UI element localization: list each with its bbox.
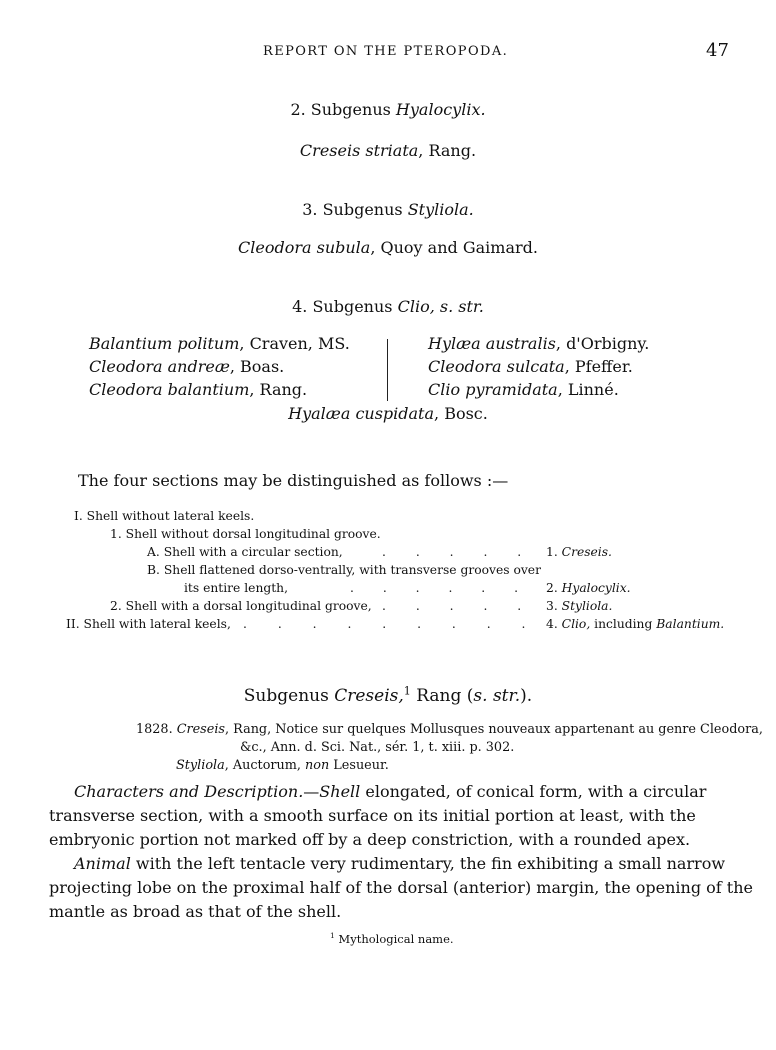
creseis-heading <box>0 686 776 706</box>
page-number: 47 <box>706 40 729 61</box>
subgenus-2-number: 2. Subgenus <box>290 100 396 119</box>
species-author: , Linné. <box>557 380 619 399</box>
species-author: , d'Orbigny. <box>555 334 650 353</box>
key-line-4: B. Shell flattened dorso-ventrally, with transverse grooves over <box>147 563 541 577</box>
subgenus-2-heading <box>0 100 776 119</box>
species-author: , Bosc. <box>434 404 488 423</box>
key-line-6-dots: . . . . . <box>382 599 522 613</box>
footnote-mark: 1 <box>330 931 335 941</box>
reference-1-cont: &c., Ann. d. Sci. Nat., sér. 1, t. xiii. p. 302. <box>240 740 515 755</box>
species-name: Cleodora sulcata <box>428 357 565 376</box>
subgenus-4-name: Clio, s. str. <box>397 297 484 316</box>
heading-prefix: Subgenus <box>243 686 335 706</box>
species-author: , Rang. <box>418 141 477 160</box>
key-line-6: 2. Shell with a dorsal longitudinal groove, <box>110 599 372 613</box>
species-name: Cleodora subula <box>238 238 371 257</box>
species-author: , Pfeffer. <box>564 357 633 376</box>
animal-line-1 <box>74 854 725 873</box>
species-author: , Craven, MS. <box>239 334 350 353</box>
subgenus-3-name: Styliola. <box>407 200 474 219</box>
characters-label: Characters and Description. <box>74 782 304 801</box>
species-author: , Rang. <box>249 380 308 399</box>
animal-label: Animal <box>74 854 131 873</box>
species-left-1 <box>89 334 350 353</box>
species-right-2 <box>428 357 633 376</box>
key-line-7-dots: . . . . . . . . . <box>243 617 526 631</box>
key-line-5-dots: . . . . . . <box>350 581 518 595</box>
subgenus-2-name: Hyalocylix. <box>395 100 486 119</box>
species-name: Hylæa australis <box>428 334 556 353</box>
species-right-3 <box>428 380 619 399</box>
species-left-3 <box>89 380 307 399</box>
reference-1 <box>136 722 763 737</box>
subgenus-3-number: 3. Subgenus <box>302 200 408 219</box>
subgenus-4-number: 4. Subgenus <box>292 297 398 316</box>
key-line-7-result <box>546 617 724 631</box>
key-line-3-dots: . . . . . <box>382 545 522 559</box>
footnote <box>330 932 454 946</box>
animal-text: with the left tentacle very rudimentary, the fin exhibiting a small narrow <box>130 854 726 873</box>
key-line-3-result <box>546 545 612 559</box>
ref-text: , Auctorum, <box>224 758 306 773</box>
footnote-mark: 1 <box>403 684 411 698</box>
ref-year: 1828. <box>136 722 177 737</box>
species-name: Clio pyramidata <box>428 380 558 399</box>
shell-label: Shell <box>319 782 361 801</box>
footnote-text: Mythological name. <box>334 932 454 946</box>
species-left-2 <box>89 357 284 376</box>
characters-line-2: transverse section, with a smooth surface on its initial portion at least, with the <box>49 806 696 825</box>
running-title: REPORT ON THE PTEROPODA. <box>263 44 509 59</box>
species-right-1 <box>428 334 649 353</box>
key-line-3: A. Shell with a circular section, <box>147 545 343 559</box>
subgenus-2-species <box>0 141 776 160</box>
result-name: Creseis. <box>561 545 612 559</box>
species-name: Hyalæa cuspidata <box>288 404 435 423</box>
subgenus-3-species <box>0 238 776 257</box>
heading-close: ). <box>520 686 533 706</box>
key-intro: The four sections may be distinguished as follows :— <box>78 471 509 490</box>
key-line-2: 1. Shell without dorsal longitudinal groove. <box>110 527 381 541</box>
species-author: , Quoy and Gaimard. <box>370 238 538 257</box>
heading-name: Creseis, <box>334 686 404 706</box>
animal-line-2: projecting lobe on the proximal half of the dorsal (anterior) margin, the opening of the <box>49 878 753 897</box>
ref-name: Styliola <box>176 758 225 773</box>
result-number: 2. <box>546 581 558 595</box>
species-name: Cleodora andreæ <box>89 357 230 376</box>
result-name: Styliola. <box>561 599 613 613</box>
result-name: Hyalocylix. <box>561 581 631 595</box>
ref-name: Creseis <box>176 722 225 737</box>
key-line-1: I. Shell without lateral keels. <box>74 509 255 523</box>
species-author: , Boas. <box>229 357 285 376</box>
result-number: 1. <box>546 545 558 559</box>
characters-line-3: embryonic portion not marked off by a deep constriction, with a rounded apex. <box>49 830 691 849</box>
column-divider <box>387 339 388 401</box>
ref-tail: Lesueur. <box>329 758 389 773</box>
result-number: 4. <box>546 617 558 631</box>
subgenus-4-heading <box>0 297 776 316</box>
dash: — <box>303 782 320 801</box>
subgenus-3-heading <box>0 200 776 219</box>
ref-non: non <box>305 758 330 773</box>
result-name: Clio, <box>561 617 591 631</box>
animal-line-3: mantle as broad as that of the shell. <box>49 902 342 921</box>
key-line-6-result <box>546 599 612 613</box>
heading-sstr: s. str. <box>473 686 521 706</box>
reference-2 <box>176 758 389 773</box>
key-line-5-result <box>546 581 631 595</box>
characters-line-1 <box>74 782 706 801</box>
species-name: Creseis striata <box>299 141 419 160</box>
key-line-7: II. Shell with lateral keels, <box>66 617 231 631</box>
species-last <box>0 404 776 423</box>
heading-author: Rang ( <box>410 686 474 706</box>
result-extra-italic: Balantium. <box>656 617 725 631</box>
key-line-5: its entire length, <box>184 581 289 595</box>
characters-text: elongated, of conical form, with a circular <box>360 782 707 801</box>
species-name: Balantium politum <box>89 334 240 353</box>
result-extra: including <box>590 617 657 631</box>
ref-text: , Rang, Notice sur quelques Mollusques nouveaux appartenant au genre Cleodora, <box>225 722 763 737</box>
result-number: 3. <box>546 599 558 613</box>
species-name: Cleodora balantium <box>89 380 250 399</box>
